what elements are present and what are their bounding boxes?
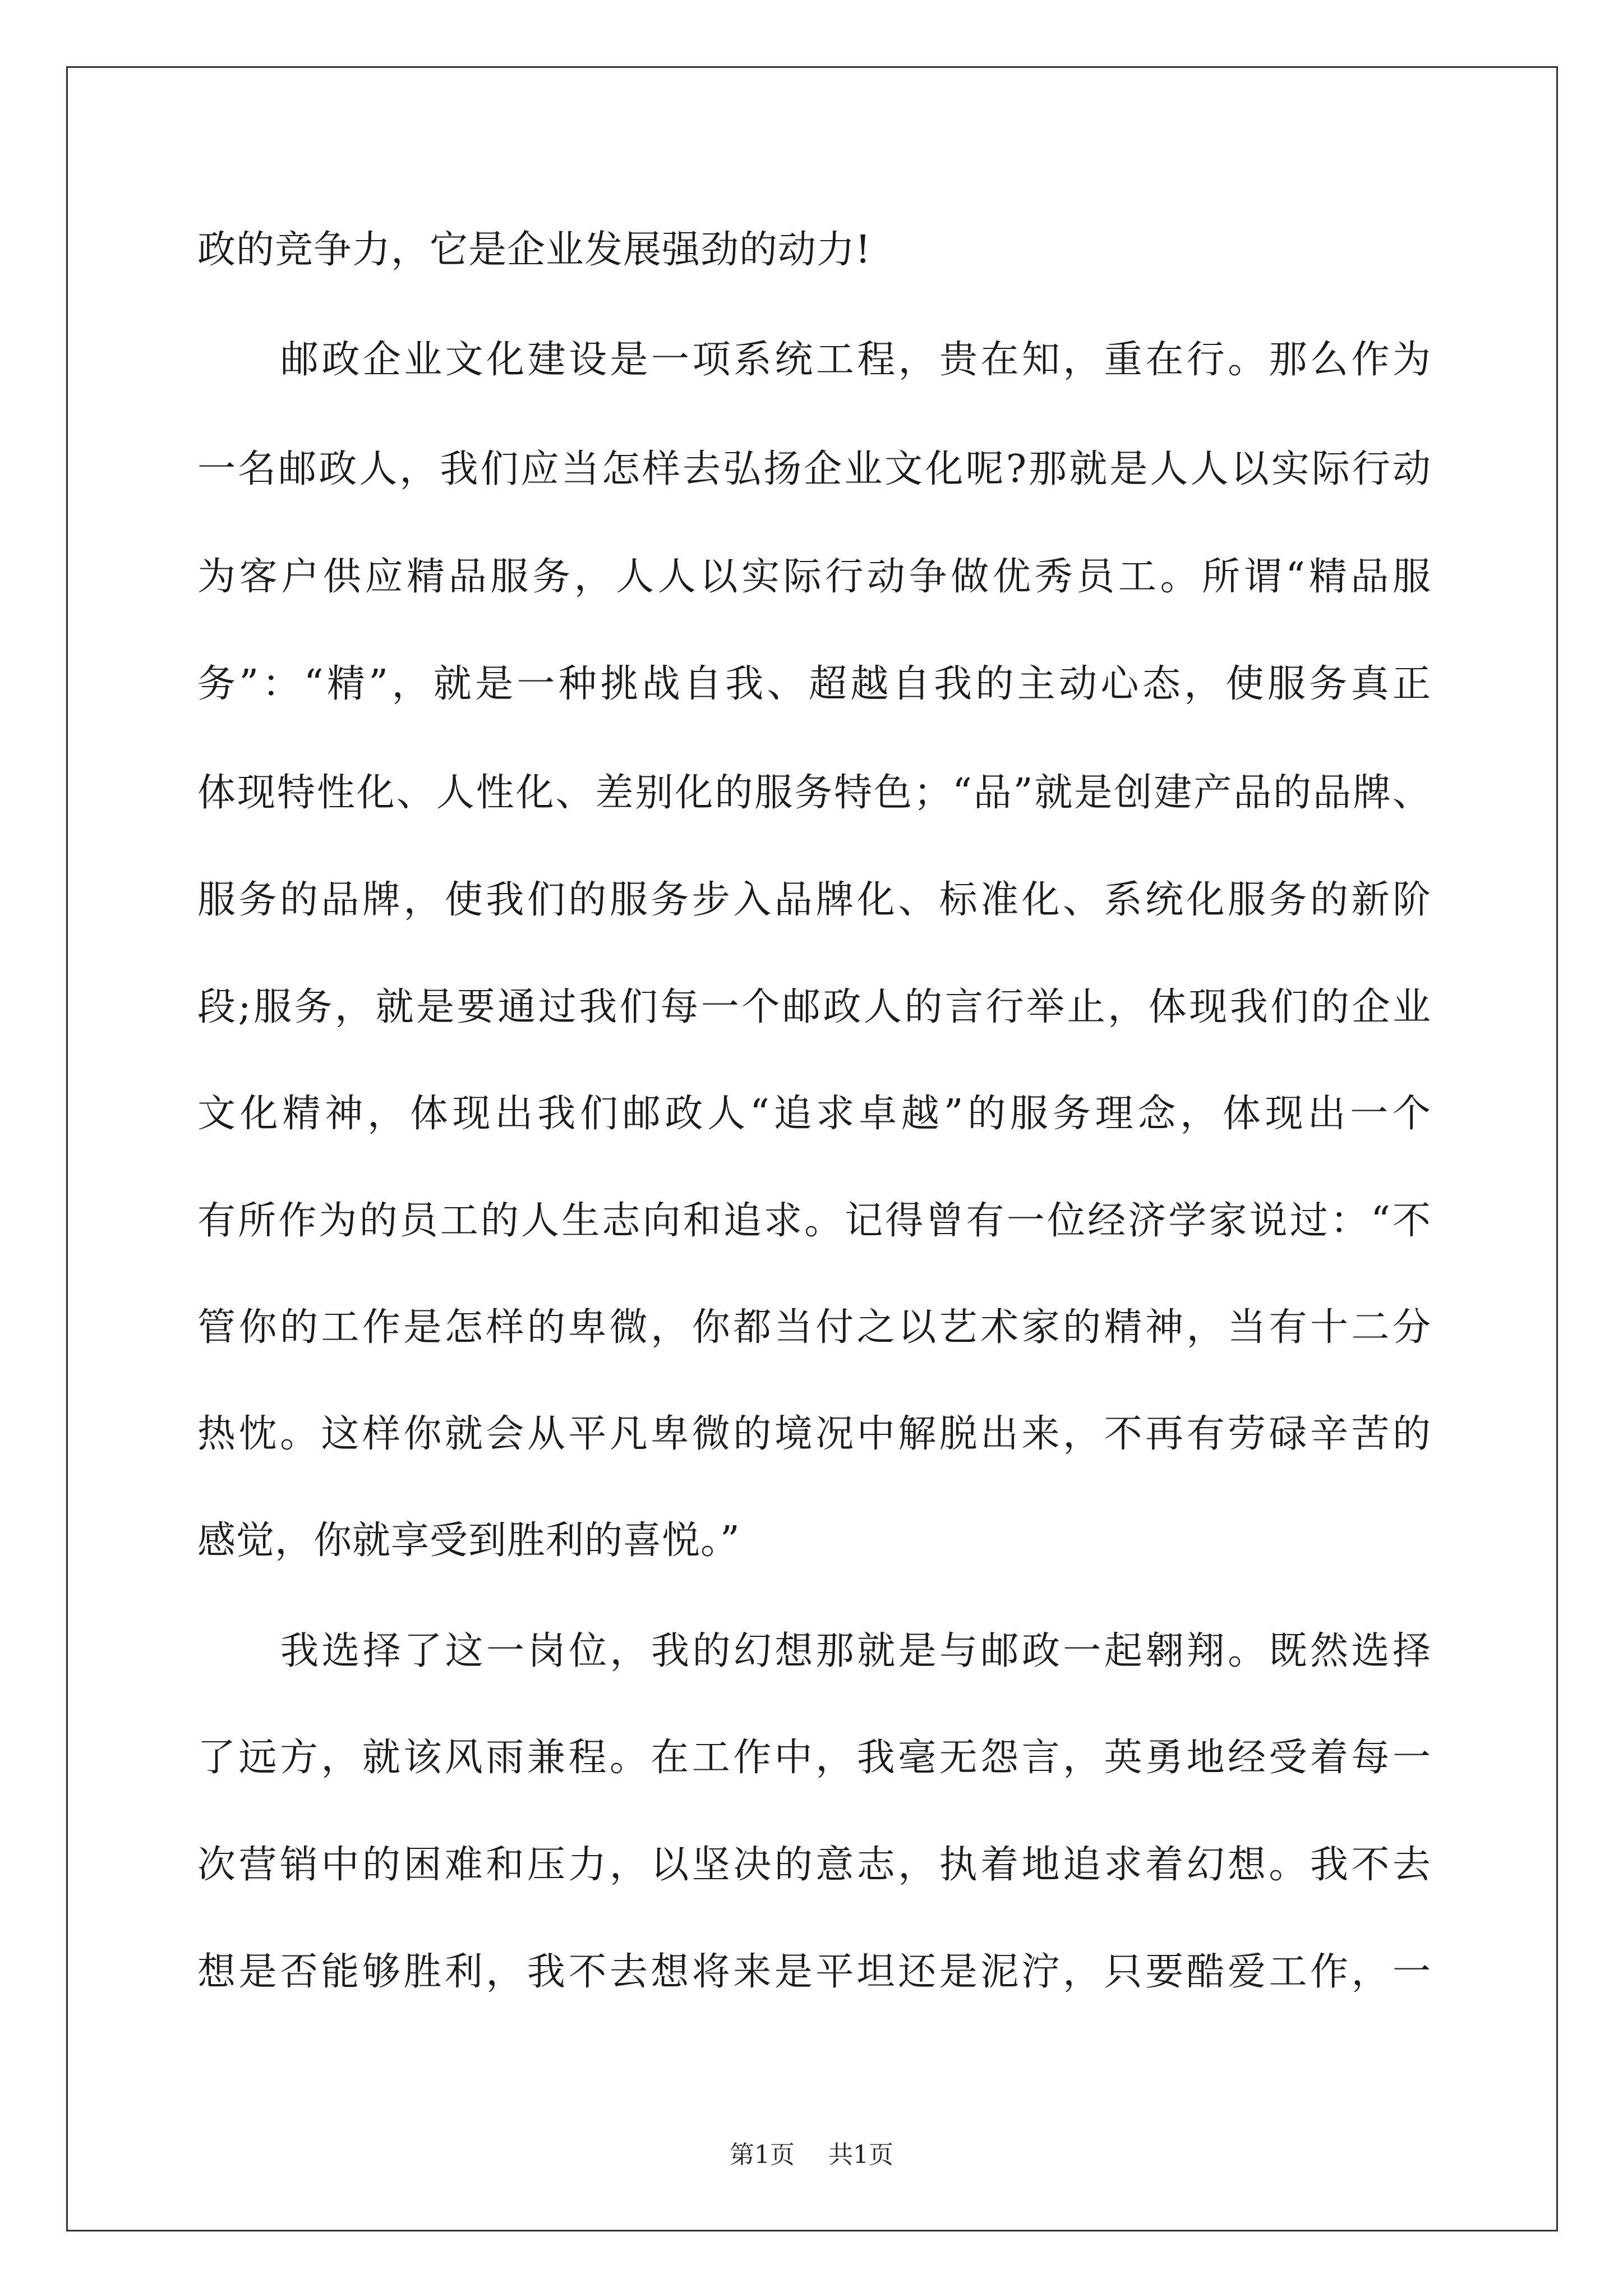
paragraph-line-9: 文化精神，体现出我们邮政人“追求卓越”的服务理念，体现出一个 [197,1092,1431,1136]
paragraph-line-15: 了远方，就该风雨兼程。在工作中，我毫无怨言，英勇地经受着每一 [197,1736,1431,1780]
paragraph-line-16: 次营销中的困难和压力，以坚决的意志，执着地追求着幻想。我不去 [197,1843,1431,1887]
paragraph-line-8: 段;服务，就是要通过我们每一个邮政人的言行举止，体现我们的企业 [197,985,1431,1029]
paragraph-line-4: 为客户供应精品服务，人人以实际行动争做优秀员工。所谓“精品服 [197,555,1431,599]
paragraph-line-11: 管你的工作是怎样的卑微，你都当付之以艺术家的精神，当有十二分 [197,1305,1431,1350]
page-total: 共1页 [828,2141,893,2169]
paragraph-line-14: 我选择了这一岗位，我的幻想那就是与邮政一起翱翔。既然选择 [280,1629,1431,1673]
paragraph-line-1: 政的竞争力，它是企业发展强劲的动力! [197,228,872,272]
paragraph-line-6: 体现特性化、人性化、差别化的服务特色；“品”就是创建产品的品牌、 [197,771,1431,815]
page-border [66,66,1558,2231]
paragraph-line-12: 热忱。这样你就会从平凡卑微的境况中解脱出来，不再有劳碌辛苦的 [197,1412,1431,1456]
paragraph-line-2: 邮政企业文化建设是一项系统工程，贵在知，重在行。那么作为 [280,338,1431,382]
paragraph-line-17: 想是否能够胜利，我不去想将来是平坦还是泥泞，只要酷爱工作，一 [197,1950,1431,1994]
paragraph-line-3: 一名邮政人，我们应当怎样去弘扬企业文化呢?那就是人人以实际行动 [197,447,1431,491]
page-number: 第1页 [730,2141,795,2169]
paragraph-line-5: 务”：“精”，就是一种挑战自我、超越自我的主动心态，使服务真正 [197,662,1431,706]
page-footer [0,2134,1623,2170]
paragraph-line-10: 有所作为的员工的人生志向和追求。记得曾有一位经济学家说过：“不 [197,1199,1431,1243]
paragraph-line-13: 感觉，你就享受到胜利的喜悦。” [197,1519,740,1563]
paragraph-line-7: 服务的品牌，使我们的服务步入品牌化、标准化、系统化服务的新阶 [197,878,1431,922]
